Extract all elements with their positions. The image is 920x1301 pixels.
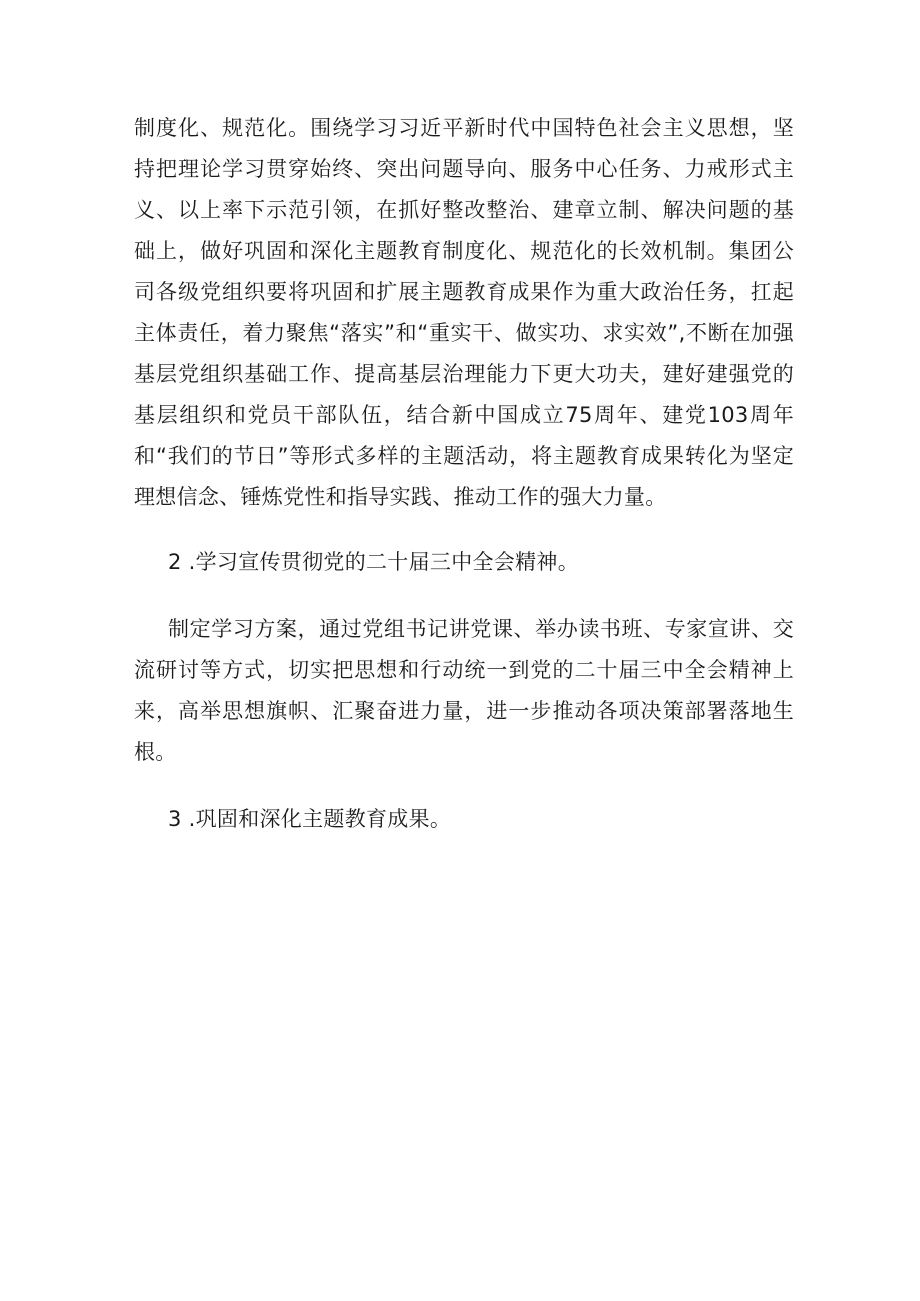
document-body <box>134 108 794 840</box>
body-paragraph-continued: 制度化、规范化。围绕学习习近平新时代中国特色社会主义思想，坚持把理论学习贯穿始终、突出问题导向、服务中心任务、力戒形式主义、以上率下示范引领，在抓好整改整治、建章立制、解决问题的基础上，做好巩固和深化主题教育制度化、规范化的长效机制。集团公司各级党组织要将巩固和扩展主题教育成果作为重大政治任务，扛起主体责任，着力聚焦“落实”和“重实干、做实功、求实效”,不断在加强基层党组织基础工作、提高基层治理能力下更大功夫，建好建强党的基层组织和党员干部队伍，结合新中国成立75周年、建党103周年和“我们的节日”等形式多样的主题活动，将主题教育成果转化为坚定理想信念、锤炼党性和指导实践、推动工作的强大力量。 <box>134 116 794 509</box>
section-heading-3: 3 .巩固和深化主题教育成果。 <box>168 807 452 831</box>
section-heading-2: 2 .学习宣传贯彻党的二十届三中全会精神。 <box>168 550 580 574</box>
body-paragraph-study-plan: 制定学习方案，通过党组书记讲党课、举办读书班、专家宣讲、交流研讨等方式，切实把思想和行动统一到党的二十届三中全会精神上来，高举思想旗帜、汇聚奋进力量，进一步推动各项决策部署落地生根。 <box>134 617 794 764</box>
